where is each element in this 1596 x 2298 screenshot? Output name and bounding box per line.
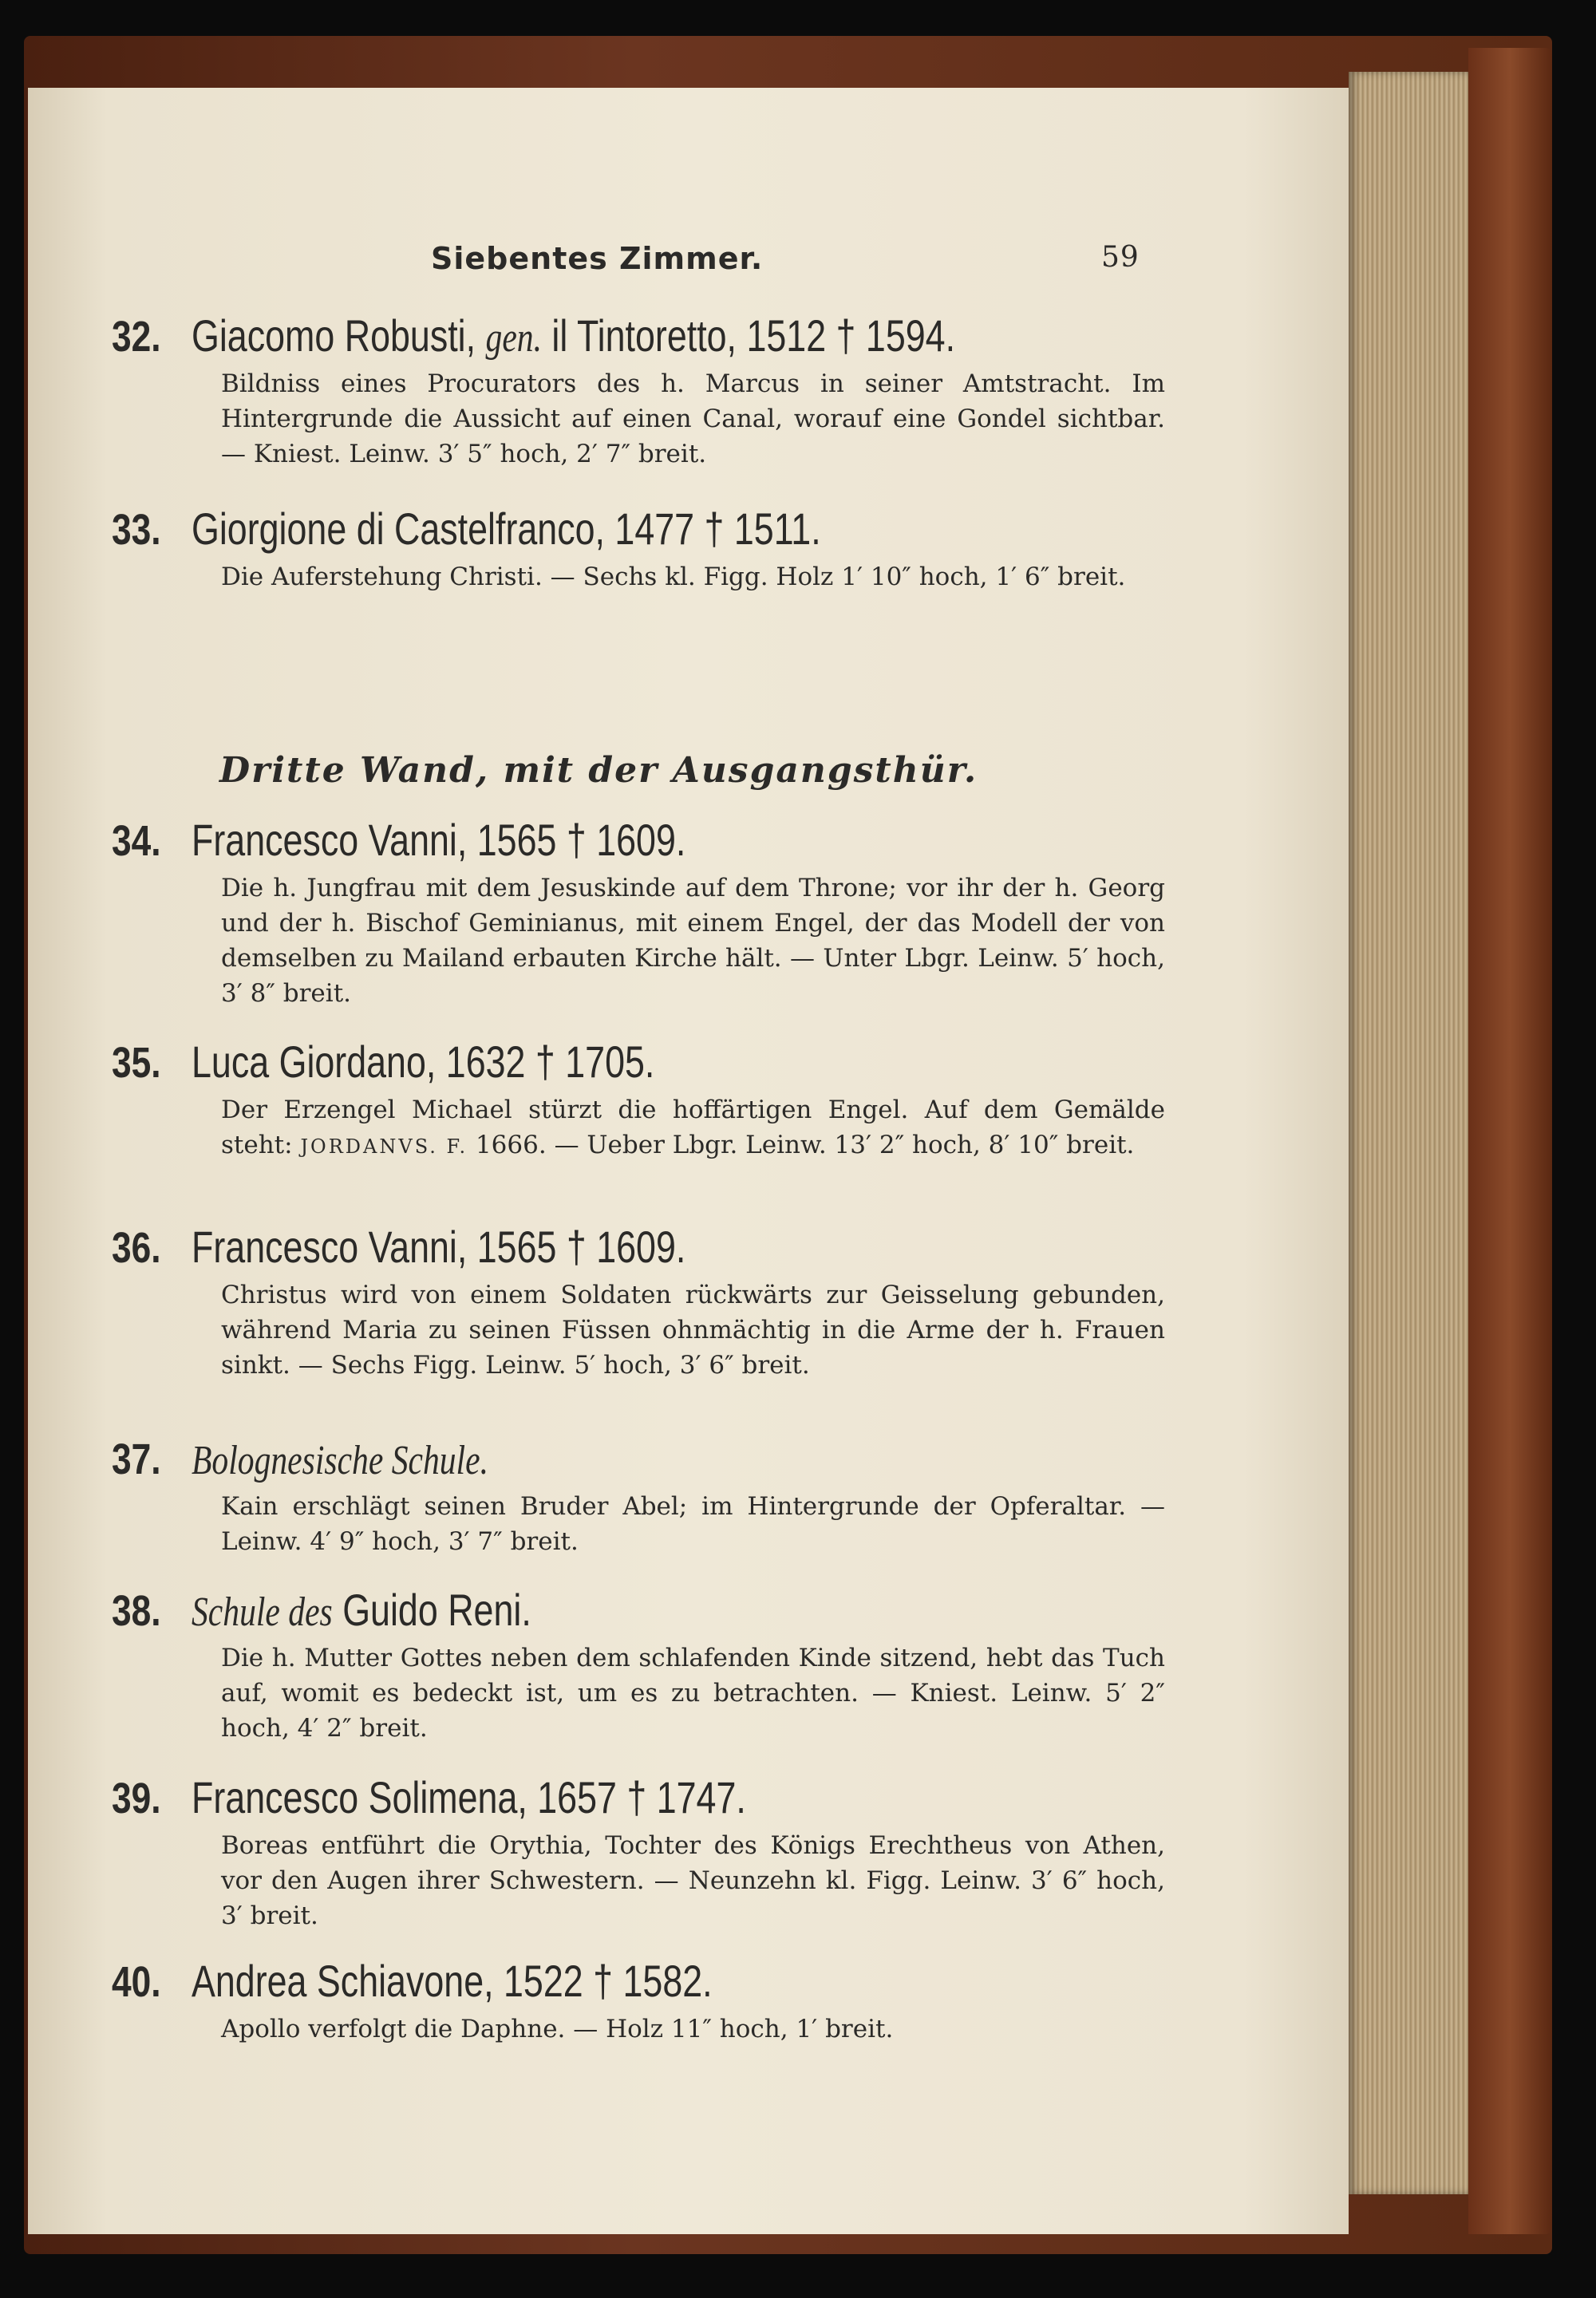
catalog-entry-33: [112, 503, 1165, 594]
entry-number: 39.: [112, 1775, 161, 1822]
section-heading: Dritte Wand, mit der Ausgangsthür.: [219, 750, 978, 791]
entry-description: Der Erzengel Michael stürzt die hoffärtigen Engel. Auf dem Gemälde steht: JORDANVS. F. 1666. — Ueber Lbgr. Leinw. 13′ 2″ hoch, 8′ 10″ breit.: [221, 1096, 1165, 1159]
catalog-entry-39: [112, 1771, 1165, 1933]
artist-name: Francesco Vanni, 1565 † 1609.: [192, 1222, 686, 1272]
page-edges: [1349, 72, 1468, 2194]
running-title: Siebentes Zimmer.: [431, 241, 764, 276]
entry-number: 37.: [112, 1435, 161, 1483]
entry-number: 38.: [112, 1587, 161, 1635]
artist-name: Schule des Guido Reni.: [192, 1585, 531, 1635]
catalog-entry-37: [112, 1432, 1165, 1559]
entry-number: 32.: [112, 313, 161, 361]
catalog-entry-36: [112, 1221, 1165, 1383]
entry-description: Boreas entführt die Orythia, Tochter des Königs Erechtheus von Athen, vor den Augen ihrer Schwestern. — Neunzehn kl. Figg. Leinw. 3′ 6″ hoch, 3′ breit.: [221, 1831, 1165, 1930]
artist-name: Luca Giordano, 1632 † 1705.: [192, 1036, 655, 1087]
catalog-entry-32: [112, 310, 1165, 472]
artist-name: Bolognesische Schule.: [192, 1438, 488, 1483]
entry-description: Bildniss eines Procurators des h. Marcus in seiner Amtstracht. Im Hintergrunde die Aussicht auf einen Canal, worauf eine Gondel sichtbar. — Kniest. Leinw. 3′ 5″ hoch, 2′ 7″ breit.: [221, 369, 1165, 468]
running-header: [28, 241, 1349, 281]
entry-number: 40.: [112, 1958, 161, 2006]
artist-name: Giorgione di Castelfranco, 1477 † 1511.: [192, 503, 821, 554]
entry-number: 36.: [112, 1224, 161, 1272]
entry-number: 34.: [112, 817, 161, 865]
entry-description: Die h. Mutter Gottes neben dem schlafenden Kinde sitzend, hebt das Tuch auf, womit es bedeckt ist, um es zu betrachten. — Kniest. Leinw. 5′ 2″ hoch, 4′ 2″ breit.: [221, 1644, 1165, 1743]
artist-name: Andrea Schiavone, 1522 † 1582.: [192, 1956, 713, 2006]
signature-inscription: JORDANVS. F.: [300, 1135, 468, 1158]
artist-name: Francesco Solimena, 1657 † 1747.: [192, 1772, 746, 1822]
catalog-entry-34: [112, 814, 1165, 1011]
entry-description: Apollo verfolgt die Daphne. — Holz 11″ hoch, 1′ breit.: [221, 2015, 894, 2043]
catalog-entry-38: [112, 1584, 1165, 1746]
catalog-entry-40: [112, 1955, 1165, 2047]
catalog-entry-35: [112, 1036, 1165, 1164]
page-number: 59: [1101, 241, 1140, 274]
entry-number: 33.: [112, 506, 161, 554]
entry-description: Die h. Jungfrau mit dem Jesuskinde auf dem Throne; vor ihr der h. Georg und der h. Bischof Geminianus, mit einem Engel, der das Modell der von demselben zu Mailand erbauten Kirche hält. — Unter Lbgr. Leinw. 5′ hoch, 3′ 8″ breit.: [221, 874, 1165, 1008]
entry-number: 35.: [112, 1039, 161, 1087]
entry-description: Christus wird von einem Soldaten rückwärts zur Geisselung gebunden, während Maria zu seinen Füssen ohnmächtig in die Arme der h. Frauen sinkt. — Sechs Figg. Leinw. 5′ hoch, 3′ 6″ breit.: [221, 1281, 1165, 1380]
book-page: [28, 88, 1349, 2234]
book-spine-edge: [1468, 48, 1552, 2234]
artist-name: Giacomo Robusti, gen. il Tintoretto, 1512 † 1594.: [192, 310, 956, 361]
entry-description: Die Auferstehung Christi. — Sechs kl. Figg. Holz 1′ 10″ hoch, 1′ 6″ breit.: [221, 563, 1126, 591]
artist-name: Francesco Vanni, 1565 † 1609.: [192, 815, 686, 865]
entry-description: Kain erschlägt seinen Bruder Abel; im Hintergrunde der Opferaltar. — Leinw. 4′ 9″ hoch, 3′ 7″ breit.: [221, 1492, 1165, 1556]
